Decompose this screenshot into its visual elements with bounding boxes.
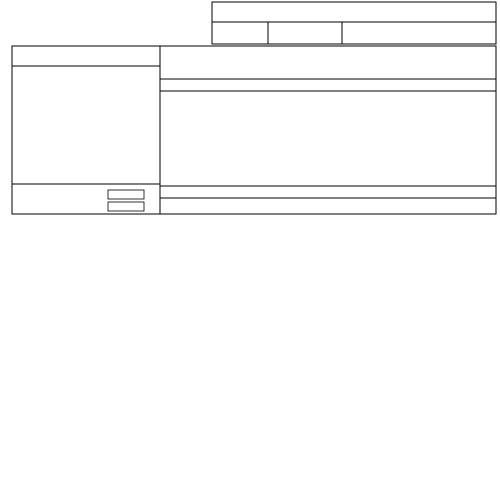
- header-top-box: [212, 2, 496, 22]
- contact-diagram-panel: [160, 46, 496, 214]
- header-info-box: [212, 22, 496, 44]
- face-plate-panel: [12, 66, 160, 184]
- header: [212, 2, 496, 44]
